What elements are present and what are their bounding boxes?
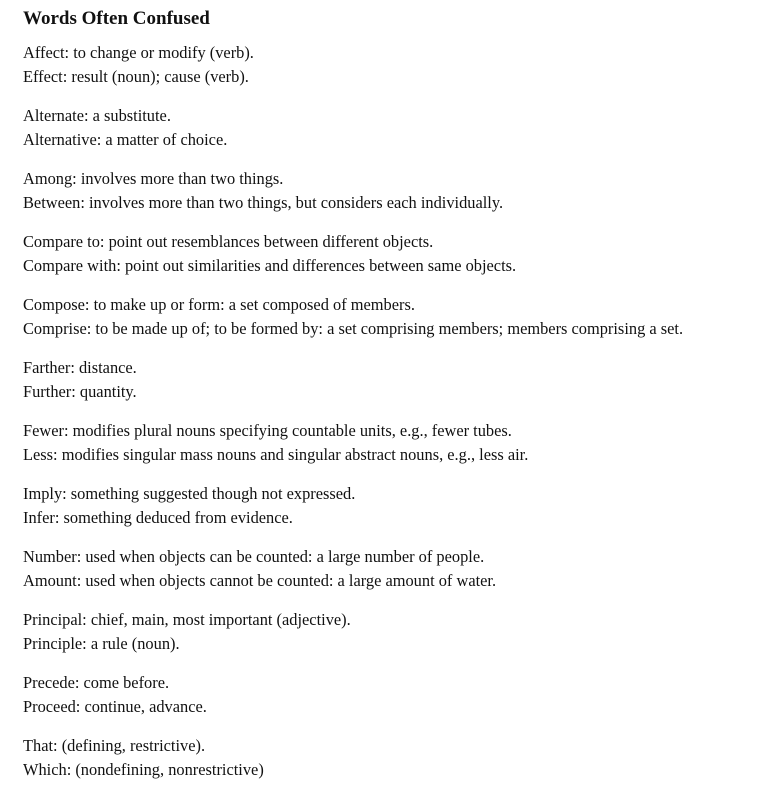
word-pair [23,230,778,277]
definition-line: Between: involves more than two things, but considers each individually. [23,192,504,212]
definition-line: Among: involves more than two things. [23,169,284,188]
definition-line: Principle: a rule (noun). [23,633,180,653]
definition-line: Farther: distance. [23,358,137,377]
definition-line: Which: (nondefining, nonrestrictive) [23,759,264,779]
definition-line: Affect: to change or modify (verb). [23,43,254,62]
definition-line: Alternate: a substitute. [23,106,171,125]
word-pair [23,293,778,340]
definition-line: That: (defining, restrictive). [23,736,206,755]
definition-line: Principal: chief, main, most important (adjective). [23,610,351,629]
definition-line: Less: modifies singular mass nouns and singular abstract nouns, e.g., less air. [23,444,529,464]
definition-line: Number: used when objects can be counted: a large number of people. [23,547,485,566]
definition-line: Alternative: a matter of choice. [23,129,228,149]
definition-line: Comprise: to be made up of; to be formed by: a set comprising members; members comprising a set. [23,318,684,338]
word-pair [23,356,778,403]
word-pair-list [23,41,778,781]
definition-line: Further: quantity. [23,381,137,401]
word-pair [23,104,778,151]
definition-line: Infer: something deduced from evidence. [23,507,293,527]
word-pair [23,545,778,592]
definition-line: Effect: result (noun); cause (verb). [23,66,249,86]
word-pair [23,734,778,781]
word-pair [23,608,778,655]
page-title: Words Often Confused [23,8,210,29]
definition-line: Compose: to make up or form: a set composed of members. [23,295,415,314]
definition-line: Proceed: continue, advance. [23,696,207,716]
word-pair [23,482,778,529]
word-pair [23,671,778,718]
word-pair [23,419,778,466]
word-pair [23,167,778,214]
document-page [23,7,778,797]
definition-line: Compare with: point out similarities and differences between same objects. [23,255,517,275]
definition-line: Precede: come before. [23,673,170,692]
definition-line: Imply: something suggested though not expressed. [23,484,356,503]
definition-line: Compare to: point out resemblances between different objects. [23,232,434,251]
definition-line: Fewer: modifies plural nouns specifying countable units, e.g., fewer tubes. [23,421,512,440]
definition-line: Amount: used when objects cannot be counted: a large amount of water. [23,570,497,590]
word-pair [23,41,778,88]
